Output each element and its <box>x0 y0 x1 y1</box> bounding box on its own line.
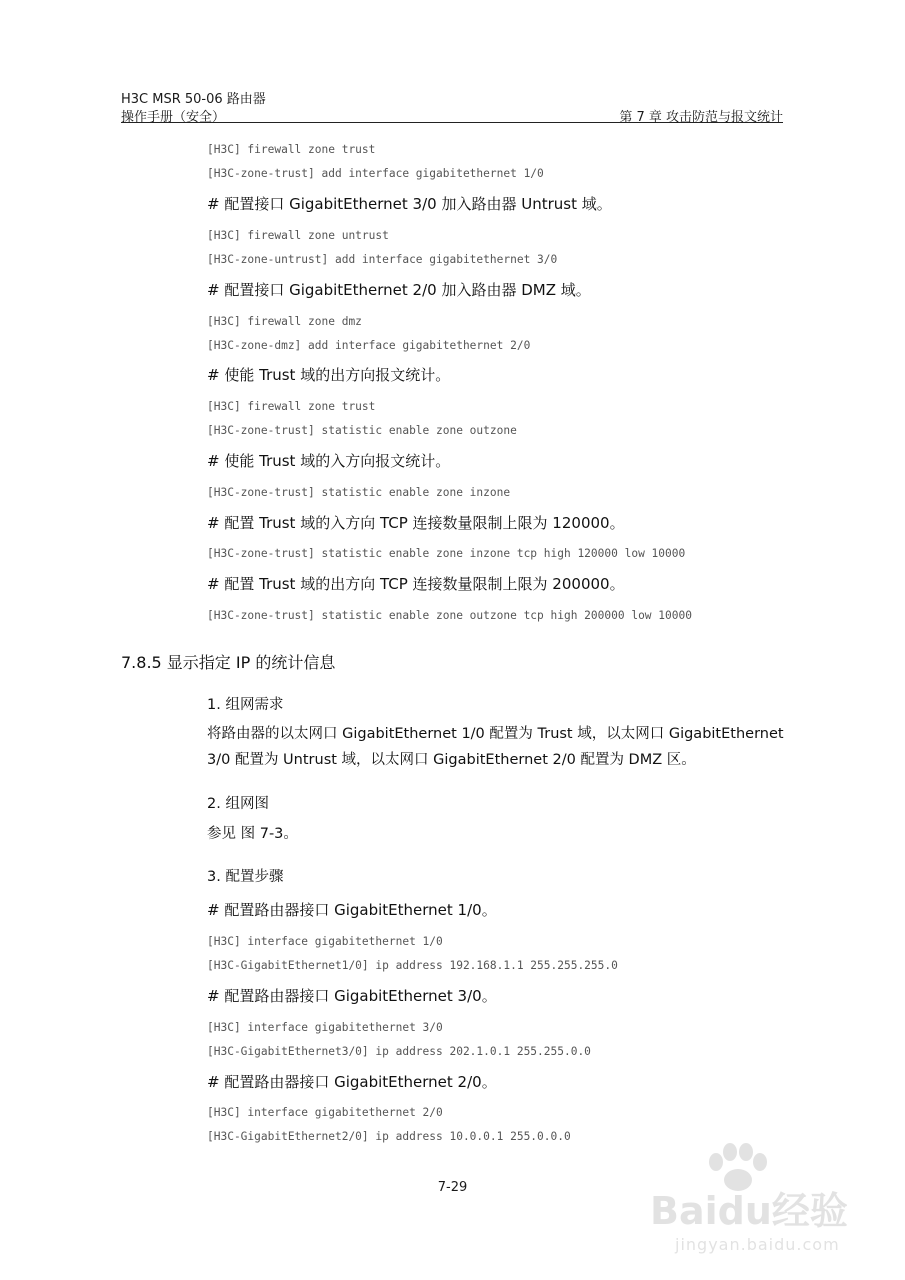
code-line: [H3C-zone-trust] statistic enable zone inzone <box>207 486 511 499</box>
code-line: [H3C] firewall zone dmz <box>207 315 362 328</box>
header-manual-title: 操作手册（安全） <box>121 110 226 125</box>
header-product-model: H3C MSR 50-06 路由器 <box>121 92 266 107</box>
code-line: [H3C-zone-dmz] add interface gigabitethernet 2/0 <box>207 339 531 352</box>
code-line: [H3C] firewall zone trust <box>207 400 376 413</box>
comment-line: # 配置路由器接口 GigabitEthernet 3/0。 <box>207 987 497 1005</box>
code-line: [H3C-zone-trust] statistic enable zone inzone tcp high 120000 low 10000 <box>207 547 686 560</box>
comment-line: # 配置接口 GigabitEthernet 3/0 加入路由器 Untrust 域。 <box>207 195 612 213</box>
comment-line: # 使能 Trust 域的出方向报文统计。 <box>207 366 451 384</box>
diagram-reference-link[interactable]: 参见 图 7-3。 <box>207 826 298 842</box>
watermark-url: jingyan.baidu.com <box>675 1235 840 1254</box>
subsection-steps-title: 3. 配置步骤 <box>207 869 284 885</box>
requirements-text-line-1: 将路由器的以太网口 GigabitEthernet 1/0 配置为 Trust 域，以太网口 GigabitEthernet <box>207 726 784 742</box>
code-line: [H3C] interface gigabitethernet 3/0 <box>207 1021 443 1034</box>
code-line: [H3C] interface gigabitethernet 2/0 <box>207 1106 443 1119</box>
comment-line: # 配置 Trust 域的入方向 TCP 连接数量限制上限为 120000。 <box>207 514 625 532</box>
page-number: 7-29 <box>437 1180 468 1195</box>
code-line: [H3C] interface gigabitethernet 1/0 <box>207 935 443 948</box>
subsection-diagram-title: 2. 组网图 <box>207 796 269 812</box>
code-line: [H3C-GigabitEthernet2/0] ip address 10.0.0.1 255.0.0.0 <box>207 1130 571 1143</box>
comment-line: # 配置路由器接口 GigabitEthernet 1/0。 <box>207 901 497 919</box>
code-line: [H3C] firewall zone untrust <box>207 229 389 242</box>
watermark-logo-text: Baidu经验 <box>650 1189 848 1233</box>
code-line: [H3C-zone-trust] statistic enable zone outzone <box>207 424 517 437</box>
code-line: [H3C-GigabitEthernet1/0] ip address 192.168.1.1 255.255.255.0 <box>207 959 618 972</box>
requirements-text-line-2: 3/0 配置为 Untrust 域，以太网口 GigabitEthernet 2/0 配置为 DMZ 区。 <box>207 752 696 768</box>
comment-line: # 使能 Trust 域的入方向报文统计。 <box>207 452 451 470</box>
comment-line: # 配置 Trust 域的出方向 TCP 连接数量限制上限为 200000。 <box>207 575 625 593</box>
code-line: [H3C-zone-trust] statistic enable zone outzone tcp high 200000 low 10000 <box>207 609 692 622</box>
code-line: [H3C-GigabitEthernet3/0] ip address 202.1.0.1 255.255.0.0 <box>207 1045 591 1058</box>
comment-line: # 配置路由器接口 GigabitEthernet 2/0。 <box>207 1073 497 1091</box>
baidu-jingyan-watermark <box>640 1140 860 1270</box>
header-chapter-title: 第 7 章 攻击防范与报文统计 <box>619 110 783 125</box>
section-title: 7.8.5 显示指定 IP 的统计信息 <box>121 653 336 672</box>
code-line: [H3C-zone-untrust] add interface gigabitethernet 3/0 <box>207 253 558 266</box>
comment-line: # 配置接口 GigabitEthernet 2/0 加入路由器 DMZ 域。 <box>207 281 591 299</box>
code-line: [H3C-zone-trust] add interface gigabitethernet 1/0 <box>207 167 544 180</box>
subsection-requirements-title: 1. 组网需求 <box>207 697 284 713</box>
page-header <box>121 86 783 123</box>
code-line: [H3C] firewall zone trust <box>207 143 376 156</box>
